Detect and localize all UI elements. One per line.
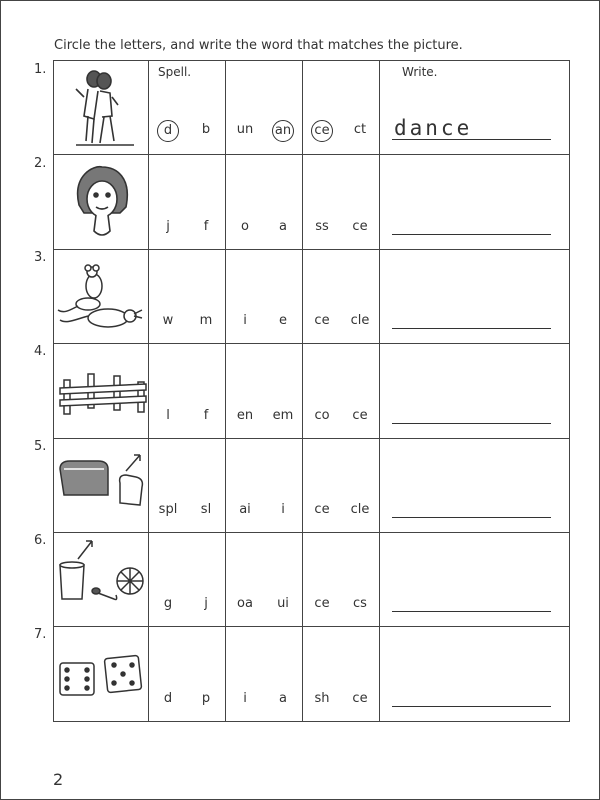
letter-option[interactable]: cle <box>350 313 370 329</box>
letter-option[interactable]: oa <box>237 596 253 612</box>
spell-choice-cell[interactable] <box>303 155 380 249</box>
spell-choice-cell[interactable] <box>149 627 226 721</box>
spell-choice-cell[interactable] <box>226 438 303 532</box>
letter-option[interactable]: i <box>281 501 285 517</box>
spell-choice-cell[interactable] <box>303 627 380 721</box>
letter-option[interactable]: a <box>279 218 287 234</box>
letter-option[interactable]: en <box>236 407 254 423</box>
letter-option[interactable]: j <box>166 218 170 234</box>
write-header: Write. <box>402 65 438 79</box>
spell-choice-cell[interactable] <box>226 344 303 438</box>
bread-slice-icon <box>54 438 149 532</box>
letter-option[interactable]: o <box>241 218 249 234</box>
worksheet-row <box>54 438 570 532</box>
spell-choice-cell[interactable] <box>226 61 303 155</box>
write-answer-cell[interactable] <box>380 249 570 343</box>
dancing-couple-icon <box>54 61 149 155</box>
letter-option[interactable]: ss <box>315 218 329 234</box>
row-number: 2. <box>34 156 47 171</box>
letter-option[interactable]: ai <box>239 501 251 517</box>
written-answer: dance <box>394 116 473 141</box>
letter-option[interactable]: ce <box>352 690 368 706</box>
page-number: 2 <box>53 770 64 789</box>
letter-option[interactable]: sh <box>314 690 330 706</box>
letter-option[interactable]: l <box>166 407 170 423</box>
worksheet-row <box>54 155 570 249</box>
letter-option[interactable]: d <box>157 120 179 142</box>
write-answer-cell[interactable] <box>380 155 570 249</box>
write-answer-cell[interactable] <box>380 532 570 626</box>
write-answer-cell[interactable] <box>380 438 570 532</box>
answer-line <box>392 611 551 612</box>
spell-choice-cell[interactable] <box>226 532 303 626</box>
letter-option[interactable]: ce <box>352 218 368 234</box>
letter-option[interactable]: em <box>272 407 294 423</box>
spell-choice-cell[interactable] <box>149 61 226 155</box>
letter-option[interactable]: b <box>201 122 211 138</box>
letter-option[interactable]: an <box>272 120 294 142</box>
letter-option[interactable]: m <box>199 313 213 329</box>
letter-option[interactable]: cs <box>353 596 367 612</box>
worksheet-row <box>54 532 570 626</box>
spell-header: Spell. <box>158 65 192 79</box>
letter-option[interactable]: ce <box>311 120 333 142</box>
girl-face-icon <box>54 155 149 249</box>
worksheet-row <box>54 344 570 438</box>
letter-option[interactable]: cle <box>350 501 370 517</box>
row-number: 6. <box>34 533 47 548</box>
letter-option[interactable]: sl <box>200 501 212 517</box>
row-number: 4. <box>34 344 47 359</box>
worksheet-row <box>54 249 570 343</box>
letter-option[interactable]: f <box>203 218 209 234</box>
spell-choice-cell[interactable] <box>303 344 380 438</box>
letter-option[interactable]: j <box>204 596 208 612</box>
row-number: 1. <box>34 62 47 77</box>
letter-option[interactable]: co <box>314 407 330 423</box>
worksheet-row <box>54 627 570 721</box>
letter-option[interactable]: i <box>243 313 247 329</box>
fence-icon <box>54 344 149 438</box>
juice-cup-icon <box>54 532 149 626</box>
spell-choice-cell[interactable] <box>149 438 226 532</box>
write-answer-cell[interactable] <box>380 344 570 438</box>
spell-choice-cell[interactable] <box>303 438 380 532</box>
answer-line <box>392 423 551 424</box>
spell-choice-cell[interactable] <box>303 61 380 155</box>
letter-option[interactable]: ui <box>277 596 289 612</box>
letter-option[interactable]: un <box>236 122 254 138</box>
letter-option[interactable]: f <box>203 407 209 423</box>
spell-choice-cell[interactable] <box>226 627 303 721</box>
letter-option[interactable]: p <box>201 690 211 706</box>
spell-choice-cell[interactable] <box>303 532 380 626</box>
letter-option[interactable]: ct <box>353 122 367 138</box>
answer-line <box>392 234 551 235</box>
letter-option[interactable]: e <box>279 313 287 329</box>
letter-option[interactable]: ce <box>314 313 330 329</box>
spell-choice-cell[interactable] <box>149 249 226 343</box>
letter-option[interactable]: a <box>279 690 287 706</box>
letter-option[interactable]: d <box>163 690 173 706</box>
letter-option[interactable]: spl <box>158 501 178 517</box>
answer-line <box>392 706 551 707</box>
row-number: 3. <box>34 250 47 265</box>
answer-line <box>392 328 551 329</box>
instruction-text: Circle the letters, and write the word that matches the picture. <box>54 38 463 53</box>
answer-line <box>392 139 551 140</box>
worksheet-table <box>53 60 570 722</box>
letter-option[interactable]: ce <box>314 596 330 612</box>
spell-choice-cell[interactable] <box>149 344 226 438</box>
letter-option[interactable]: ce <box>314 501 330 517</box>
write-answer-cell[interactable] <box>380 627 570 721</box>
answer-line <box>392 517 551 518</box>
spell-choice-cell[interactable] <box>149 155 226 249</box>
dice-icon <box>54 627 149 721</box>
mice-icon <box>54 249 149 343</box>
spell-choice-cell[interactable] <box>226 249 303 343</box>
spell-choice-cell[interactable] <box>149 532 226 626</box>
letter-option[interactable]: w <box>162 313 174 329</box>
letter-option[interactable]: i <box>243 690 247 706</box>
spell-choice-cell[interactable] <box>303 249 380 343</box>
worksheet-row <box>54 61 570 155</box>
write-answer-cell[interactable] <box>380 61 570 155</box>
row-number: 5. <box>34 439 47 454</box>
spell-choice-cell[interactable] <box>226 155 303 249</box>
letter-option[interactable]: g <box>163 596 173 612</box>
letter-option[interactable]: ce <box>352 407 368 423</box>
row-number: 7. <box>34 627 47 642</box>
